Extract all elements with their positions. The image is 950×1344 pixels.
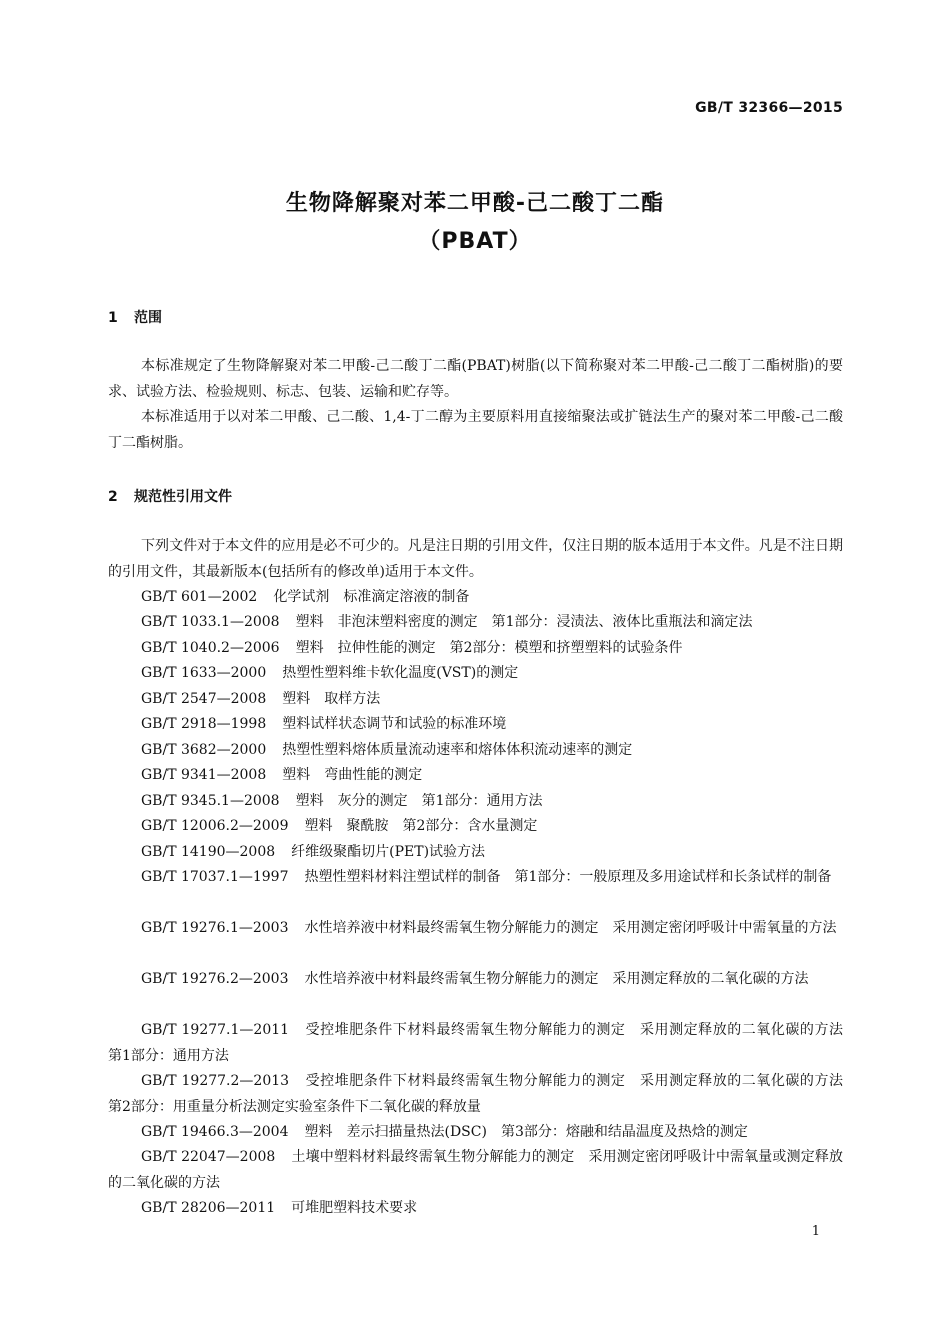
paragraph: 本标准规定了生物降解聚对苯二甲酸-己二酸丁二酯(PBAT)树脂(以下简称聚对苯二甲酸-己二酸丁二酯树脂)的要求、试验方法、检验规则、标志、包装、运输和贮存等。 <box>108 358 843 400</box>
reference-title: 纤维级聚酯切片(PET)试验方法 <box>291 844 486 860</box>
list-item <box>108 738 843 764</box>
reference-title: 热塑性塑料维卡软化温度(VST)的测定 <box>282 665 519 681</box>
reference-code: GB/T 17037.1—1997 <box>141 869 289 885</box>
paragraph: 下列文件对于本文件的应用是必不可少的。凡是注日期的引用文件，仅注日期的版本适用于本文件。凡是不注日期的引用文件，其最新版本(包括所有的修改单)适用于本文件。 <box>108 538 843 580</box>
list-item <box>108 1145 843 1196</box>
list-item <box>108 967 843 993</box>
reference-code: GB/T 1633—2000 <box>141 665 267 681</box>
reference-code: GB/T 12006.2—2009 <box>141 818 289 834</box>
reference-title: 塑料 灰分的测定 第1部分：通用方法 <box>295 793 543 809</box>
list-item <box>108 814 843 840</box>
reference-title: 塑料 聚酰胺 第2部分：含水量测定 <box>304 818 538 834</box>
section-number: 1 <box>108 310 118 326</box>
reference-title: 化学试剂 标准滴定溶液的制备 <box>273 589 470 605</box>
reference-code: GB/T 9345.1—2008 <box>141 793 280 809</box>
reference-title: 可堆肥塑料技术要求 <box>291 1200 418 1216</box>
document-title: 生物降解聚对苯二甲酸-己二酸丁二酯 <box>285 191 665 216</box>
reference-code: GB/T 28206—2011 <box>141 1200 276 1216</box>
reference-title: 塑料 取样方法 <box>282 691 381 707</box>
reference-code: GB/T 9341—2008 <box>141 767 267 783</box>
reference-title: 塑料 拉伸性能的测定 第2部分：模塑和挤塑塑料的试验条件 <box>295 640 683 656</box>
list-item <box>108 585 843 611</box>
document-subtitle: （PBAT） <box>418 229 532 254</box>
reference-code: GB/T 19276.2—2003 <box>141 971 289 987</box>
list-item <box>108 1196 843 1222</box>
list-item <box>108 789 843 815</box>
section-title: 规范性引用文件 <box>134 489 232 505</box>
list-item <box>108 636 843 662</box>
list-item <box>108 840 843 866</box>
reference-title: 水性培养液中材料最终需氧生物分解能力的测定 采用测定密闭呼吸计中需氧量的方法 <box>304 920 837 936</box>
list-item <box>108 661 843 687</box>
reference-title: 受控堆肥条件下材料最终需氧生物分解能力的测定 采用测定释放的二氧化碳的方法 第2部分：用重量分析法测定实验室条件下二氧化碳的释放量 <box>108 1073 858 1115</box>
list-item <box>108 916 843 942</box>
reference-code: GB/T 1040.2—2006 <box>141 640 280 656</box>
list-item <box>108 687 843 713</box>
reference-code: GB/T 14190—2008 <box>141 844 276 860</box>
reference-title: 塑料 非泡沫塑料密度的测定 第1部分：浸渍法、液体比重瓶法和滴定法 <box>295 614 753 630</box>
reference-title: 塑料 差示扫描量热法(DSC) 第3部分：熔融和结晶温度及热焓的测定 <box>304 1124 748 1140</box>
standard-code: GB/T 32366—2015 <box>695 100 843 116</box>
list-item <box>108 712 843 738</box>
reference-title: 塑料 弯曲性能的测定 <box>282 767 423 783</box>
reference-code: GB/T 19466.3—2004 <box>141 1124 289 1140</box>
paragraph: 本标准适用于以对苯二甲酸、己二酸、1,4-丁二醇为主要原料用直接缩聚法或扩链法生产的聚对苯二甲酸-己二酸丁二酯树脂。 <box>108 409 843 451</box>
reference-title: 水性培养液中材料最终需氧生物分解能力的测定 采用测定释放的二氧化碳的方法 <box>304 971 809 987</box>
section-title: 范围 <box>134 310 162 326</box>
reference-code: GB/T 3682—2000 <box>141 742 267 758</box>
reference-title: 热塑性塑料熔体质量流动速率和熔体体积流动速率的测定 <box>282 742 633 758</box>
reference-code: GB/T 601—2002 <box>141 589 258 605</box>
reference-title: 受控堆肥条件下材料最终需氧生物分解能力的测定 采用测定释放的二氧化碳的方法 第1部分：通用方法 <box>108 1022 858 1064</box>
list-item <box>108 865 843 891</box>
list-item <box>108 1120 843 1146</box>
reference-code: GB/T 19277.1—2011 <box>141 1022 290 1038</box>
list-item <box>108 1018 858 1069</box>
reference-title: 热塑性塑料材料注塑试样的制备 第1部分：一般原理及多用途试样和长条试样的制备 <box>304 869 832 885</box>
section-2-heading <box>108 486 232 506</box>
section-number: 2 <box>108 489 118 505</box>
reference-code: GB/T 2547—2008 <box>141 691 267 707</box>
section-1-heading <box>108 307 162 327</box>
list-item <box>108 1069 858 1120</box>
list-item <box>108 610 843 636</box>
reference-code: GB/T 22047—2008 <box>141 1149 276 1165</box>
list-item <box>108 763 843 789</box>
reference-code: GB/T 1033.1—2008 <box>141 614 280 630</box>
reference-title: 塑料试样状态调节和试验的标准环境 <box>282 716 507 732</box>
reference-code: GB/T 19276.1—2003 <box>141 920 289 936</box>
reference-title: 土壤中塑料材料最终需氧生物分解能力的测定 采用测定密闭呼吸计中需氧量或测定释放的二氧化碳的方法 <box>108 1149 843 1191</box>
reference-code: GB/T 19277.2—2013 <box>141 1073 290 1089</box>
page-number: 1 <box>811 1224 820 1239</box>
reference-code: GB/T 2918—1998 <box>141 716 267 732</box>
